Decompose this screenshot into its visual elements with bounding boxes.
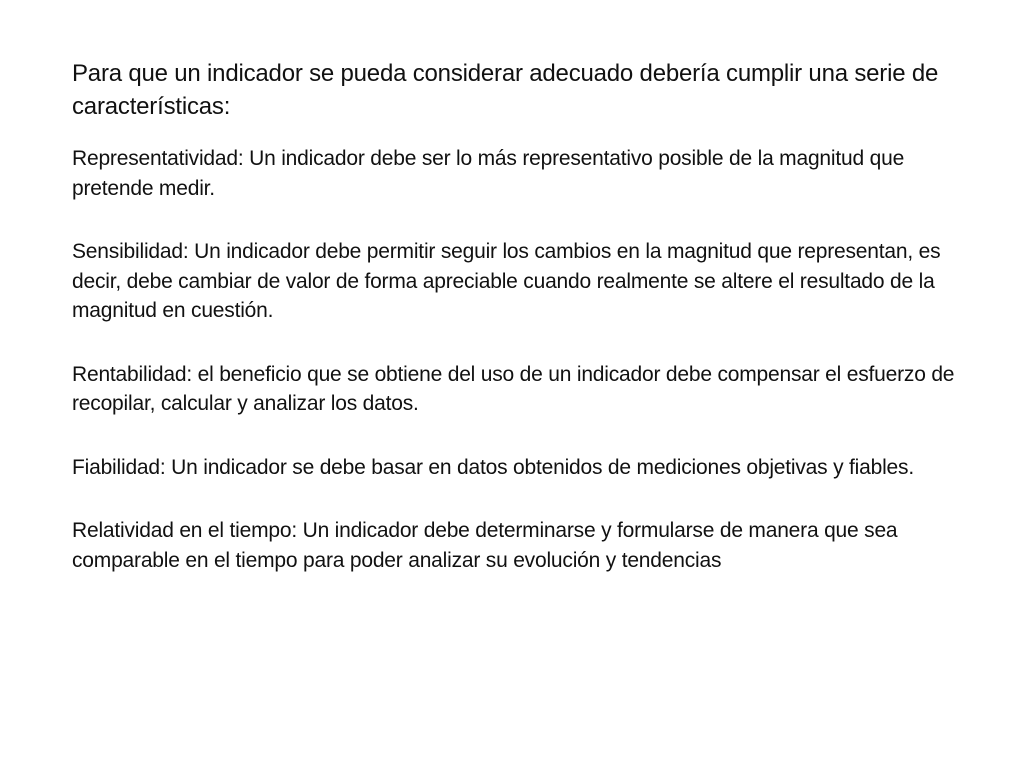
characteristic-rentabilidad: Rentabilidad: el beneficio que se obtiene del uso de un indicador debe compensar el esfuerzo de recopilar, calcular y analizar los datos. bbox=[72, 362, 955, 415]
characteristic-representatividad: Representatividad: Un indicador debe ser lo más representativo posible de la magnitud que pretende medir. bbox=[72, 147, 905, 200]
characteristic-fiabilidad: Fiabilidad: Un indicador se debe basar en datos obtenidos de mediciones objetivas y fiables. bbox=[72, 455, 914, 479]
intro-paragraph: Para que un indicador se pueda considerar adecuado debería cumplir una serie de características: bbox=[72, 60, 939, 120]
characteristic-relatividad-tiempo: Relatividad en el tiempo: Un indicador debe determinarse y formularse de manera que sea comparable en el tiempo para poder analizar su evolución y tendencias bbox=[72, 519, 898, 572]
characteristics-list bbox=[72, 144, 962, 575]
characteristic-sensibilidad: Sensibilidad: Un indicador debe permitir seguir los cambios en la magnitud que representan, es decir, debe cambiar de valor de forma apreciable cuando realmente se altere el resultado de la magnitud en cuestión. bbox=[72, 240, 941, 322]
slide-content bbox=[72, 57, 962, 575]
